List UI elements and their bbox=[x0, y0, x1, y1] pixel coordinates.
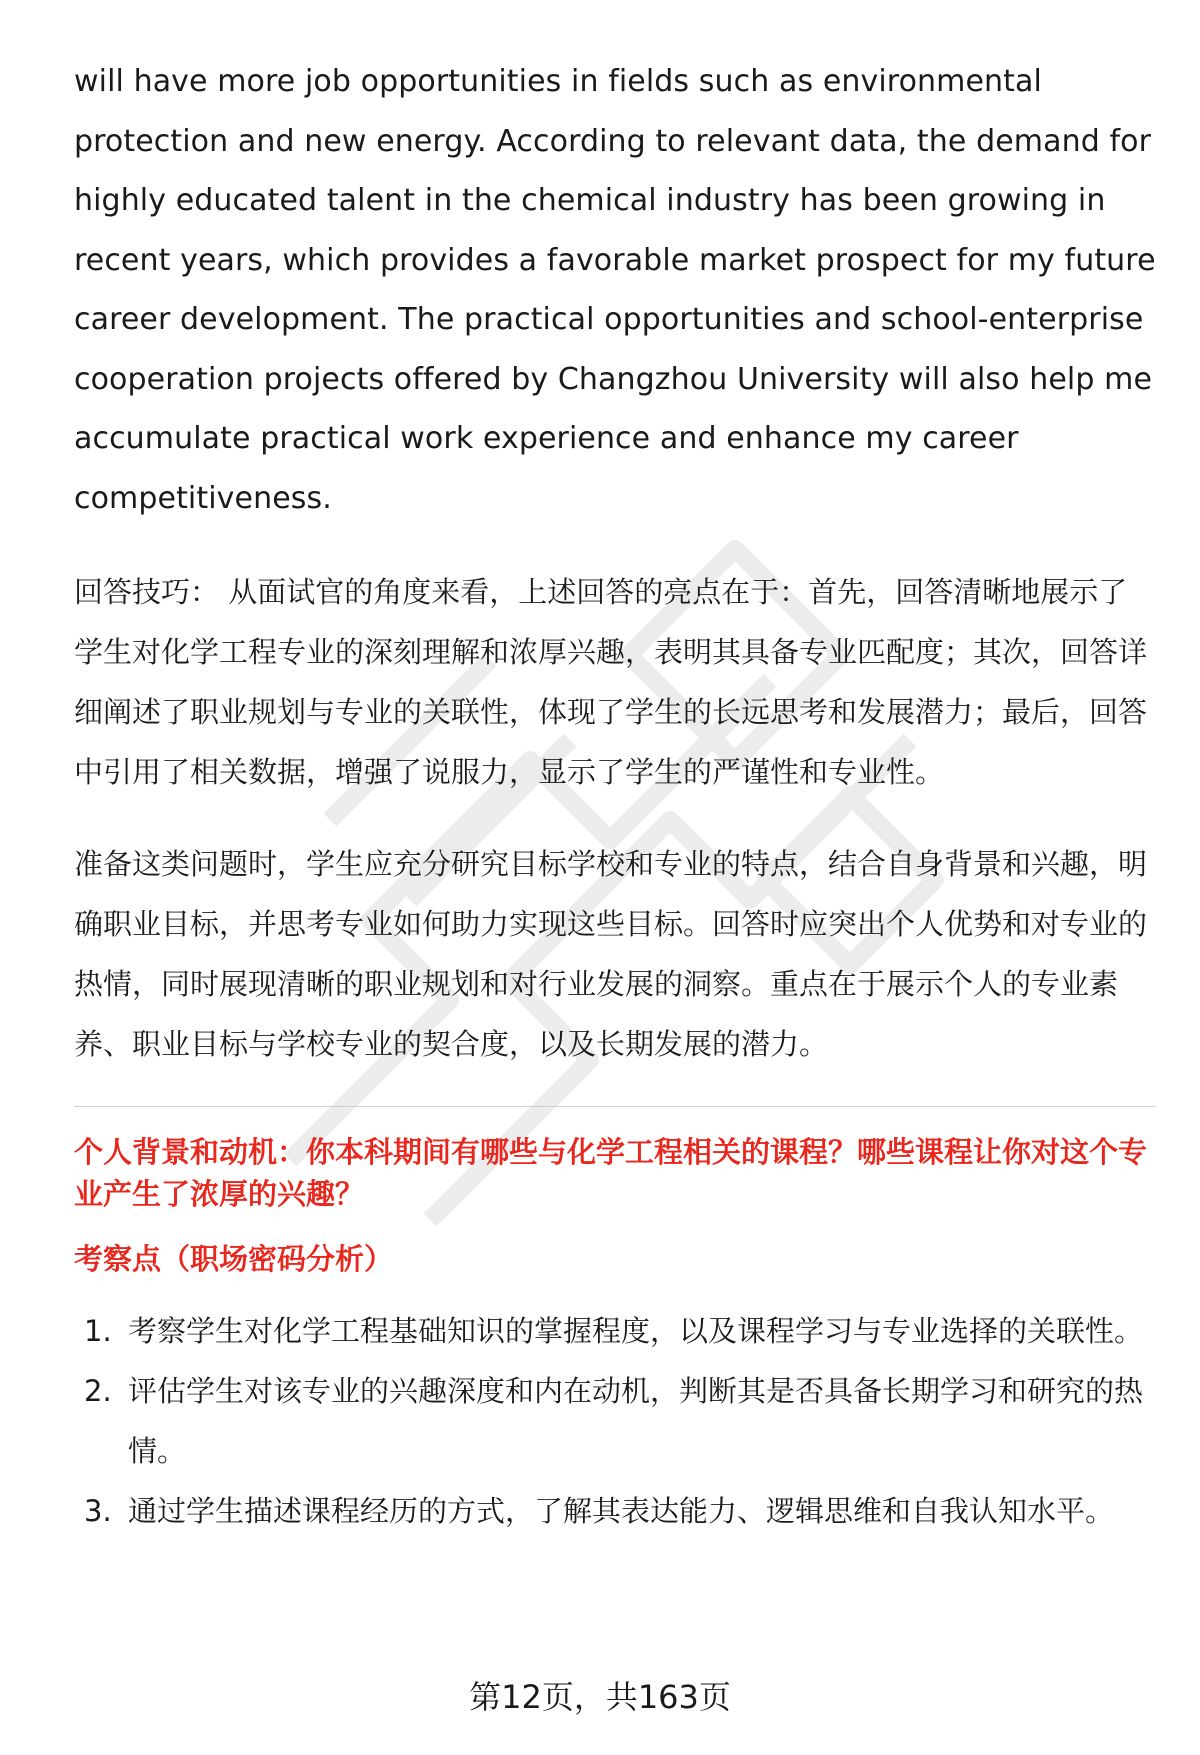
assessment-points-list bbox=[74, 1301, 1156, 1541]
list-item-number: 1. bbox=[84, 1314, 112, 1348]
section-divider bbox=[74, 1106, 1156, 1107]
list-item-number: 3. bbox=[84, 1494, 112, 1528]
list-item-text: 评估学生对该专业的兴趣深度和内在动机，判断其是否具备长期学习和研究的热情。 bbox=[128, 1374, 1144, 1468]
list-item bbox=[74, 1361, 1156, 1481]
list-item-number: 2. bbox=[84, 1374, 112, 1408]
preparation-advice-paragraph: 准备这类问题时，学生应充分研究目标学校和专业的特点，结合自身背景和兴趣，明确职业目标，并思考专业如何助力实现这些目标。回答时应突出个人优势和对专业的热情，同时展现清晰的职业规划和对行业发展的洞察。重点在于展示个人的专业素养、职业目标与学校专业的契合度，以及长期发展的潜力。 bbox=[74, 847, 1148, 1061]
english-paragraph: will have more job opportunities in fields such as environmental protection and new energy. According to relevant data, the demand for highly educated talent in the chemical industry has been growing in recent years, which provides a favorable market prospect for my future career development. The practical opportunities and school-enterprise cooperation projects offered by Changzhou University will also help me accumulate practical work experience and enhance my career competitiveness. bbox=[74, 64, 1156, 516]
page-number-footer: 第12页，共163页 bbox=[469, 1678, 731, 1716]
list-item-text: 通过学生描述课程经历的方式，了解其表达能力、逻辑思维和自我认知水平。 bbox=[128, 1494, 1115, 1528]
list-item bbox=[74, 1481, 1156, 1541]
question-heading: 个人背景和动机：你本科期间有哪些与化学工程相关的课程？哪些课程让你对这个专业产生了浓厚的兴趣？ bbox=[74, 1135, 1148, 1211]
list-item bbox=[74, 1301, 1156, 1361]
assessment-points-heading: 考察点（职场密码分析） bbox=[74, 1242, 394, 1276]
document-page bbox=[74, 52, 1156, 1541]
answer-tips-paragraph: 回答技巧： 从面试官的角度来看，上述回答的亮点在于：首先，回答清晰地展示了学生对化学工程专业的深刻理解和浓厚兴趣，表明其具备专业匹配度；其次，回答详细阐述了职业规划与专业的关联性，体现了学生的长远思考和发展潜力；最后，回答中引用了相关数据，增强了说服力，显示了学生的严谨性和专业性。 bbox=[74, 575, 1148, 789]
list-item-text: 考察学生对化学工程基础知识的掌握程度，以及课程学习与专业选择的关联性。 bbox=[128, 1314, 1144, 1348]
